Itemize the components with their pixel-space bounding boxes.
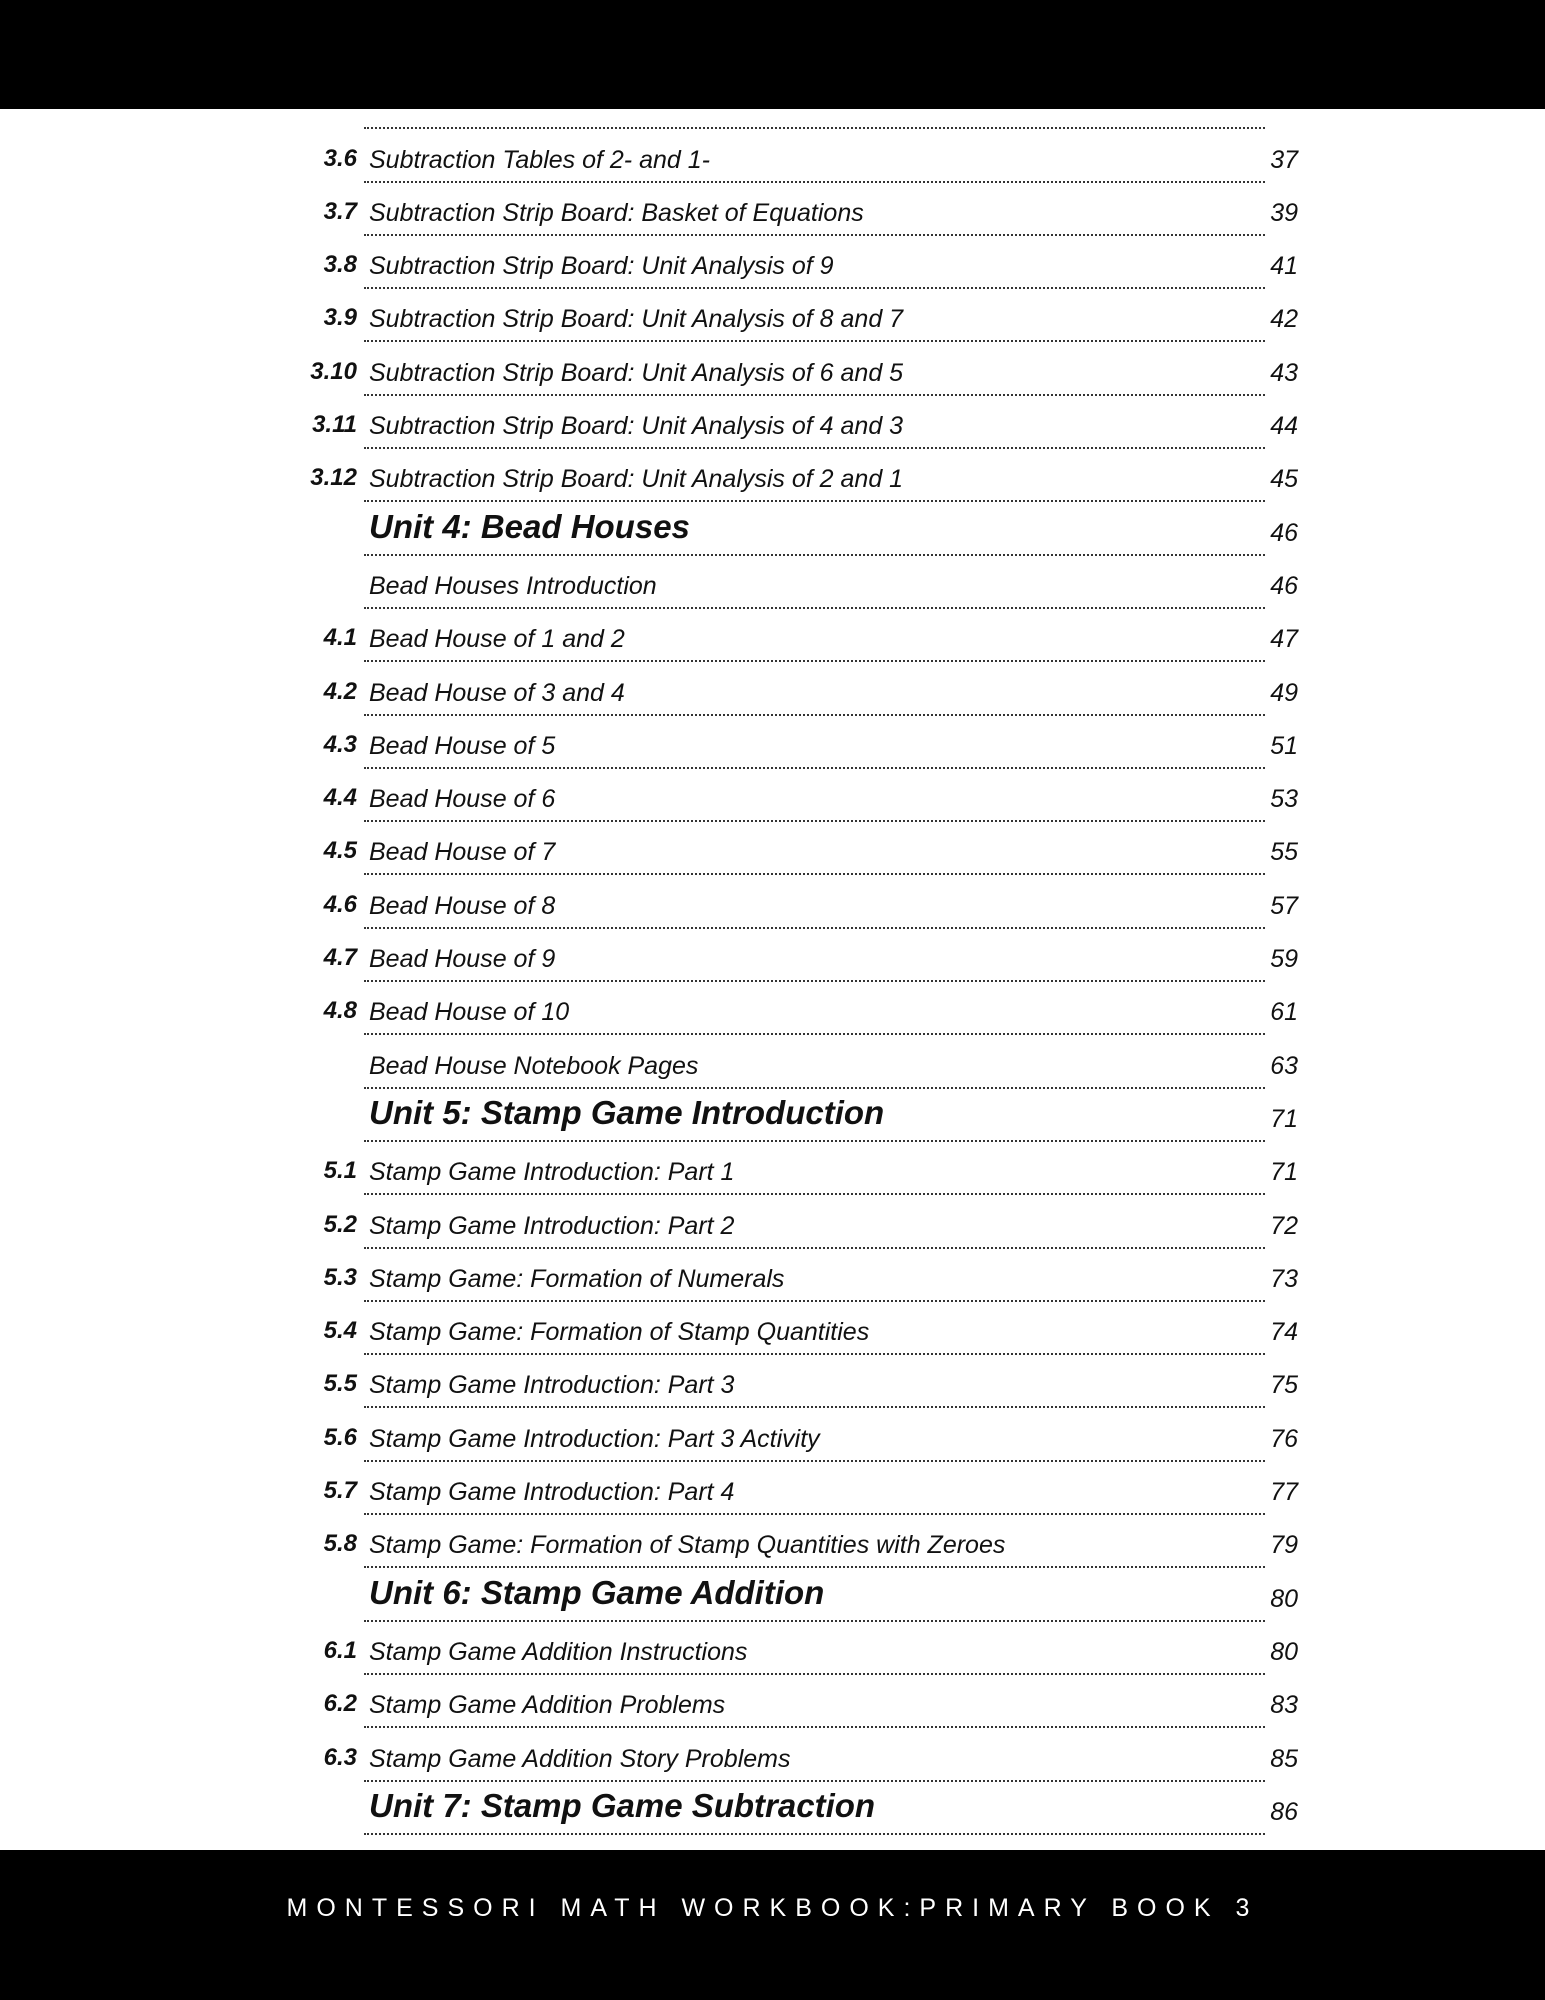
toc-entry xyxy=(0,1142,1545,1195)
toc-entry-number: 3.6 xyxy=(323,144,357,172)
toc-entry-title: Bead Houses Introduction xyxy=(369,571,657,600)
toc-unit-heading xyxy=(0,1782,1545,1835)
toc-page-number: 75 xyxy=(1270,1371,1298,1400)
document-page xyxy=(0,109,1545,1850)
toc-page-number: 41 xyxy=(1270,252,1298,281)
toc-entry xyxy=(0,609,1545,662)
toc-page-number: 77 xyxy=(1270,1478,1298,1507)
toc-unit-heading xyxy=(0,502,1545,555)
toc-page-number: 86 xyxy=(1270,1797,1298,1826)
unit-title: Unit 7: Stamp Game Subtraction xyxy=(369,1786,876,1824)
book-title-footer: MONTESSORI MATH WORKBOOK:PRIMARY BOOK 3 xyxy=(286,1894,1259,1922)
toc-entry-title: Subtraction Strip Board: Unit Analysis of 8 and 7 xyxy=(369,305,904,334)
toc-entry xyxy=(0,396,1545,449)
toc-entry-number: 5.5 xyxy=(323,1370,357,1398)
toc-entry-number: 4.3 xyxy=(323,730,357,758)
toc-entry-number: 4.1 xyxy=(323,624,357,652)
toc-page-number: 57 xyxy=(1270,891,1298,920)
toc-entry-number: 5.4 xyxy=(323,1317,357,1345)
toc-page-number: 83 xyxy=(1270,1691,1298,1720)
toc-entry-number: 4.4 xyxy=(323,784,357,812)
toc-page-number: 79 xyxy=(1270,1531,1298,1560)
toc-entry-number: 3.10 xyxy=(310,357,357,385)
toc-entry-title: Bead House of 1 and 2 xyxy=(369,625,625,654)
toc-entry-title: Subtraction Strip Board: Unit Analysis of 4 and 3 xyxy=(369,412,904,441)
toc-entry xyxy=(0,236,1545,289)
toc-entry-number: 4.6 xyxy=(323,890,357,918)
toc-entry-number: 5.3 xyxy=(323,1263,357,1291)
toc-page-number: 44 xyxy=(1270,412,1298,441)
toc-page-number: 43 xyxy=(1270,358,1298,387)
toc-entry xyxy=(0,1035,1545,1088)
toc-entry-number: 5.7 xyxy=(323,1477,357,1505)
toc-entry-title: Bead House of 7 xyxy=(369,838,556,867)
toc-entry xyxy=(0,1675,1545,1728)
toc-entry xyxy=(0,129,1545,182)
toc-entry-title: Stamp Game Addition Story Problems xyxy=(369,1744,791,1773)
toc-entry-number: 6.3 xyxy=(323,1743,357,1771)
toc-entry-number: 5.2 xyxy=(323,1210,357,1238)
toc-entry-number: 6.2 xyxy=(323,1690,357,1718)
toc-unit-heading xyxy=(0,1568,1545,1621)
toc-entry xyxy=(0,982,1545,1035)
toc-entry xyxy=(0,716,1545,769)
toc-entry-number: 3.12 xyxy=(310,464,357,492)
toc-page-number: 47 xyxy=(1270,625,1298,654)
toc-entry xyxy=(0,1622,1545,1675)
toc-entry xyxy=(0,1302,1545,1355)
toc-page-number: 80 xyxy=(1270,1584,1298,1613)
toc-entry-number: 5.8 xyxy=(323,1530,357,1558)
toc-page-number: 80 xyxy=(1270,1637,1298,1666)
toc-entry-title: Stamp Game Addition Instructions xyxy=(369,1637,748,1666)
toc-page-number: 46 xyxy=(1270,571,1298,600)
toc-entry-title: Bead House of 3 and 4 xyxy=(369,678,625,707)
toc-entry xyxy=(0,556,1545,609)
toc-entry-title: Stamp Game: Formation of Stamp Quantities with Zeroes xyxy=(369,1531,1006,1560)
toc-unit-heading xyxy=(0,1089,1545,1142)
toc-entry-title: Bead House of 9 xyxy=(369,945,556,974)
toc-entry-number: 5.1 xyxy=(323,1157,357,1185)
toc-page-number: 39 xyxy=(1270,198,1298,227)
toc-page-number: 76 xyxy=(1270,1424,1298,1453)
toc-entry xyxy=(0,1408,1545,1461)
toc-entry-title: Stamp Game Introduction: Part 3 xyxy=(369,1371,735,1400)
toc-page-number: 45 xyxy=(1270,465,1298,494)
toc-entry-number: 4.7 xyxy=(323,944,357,972)
toc-page-number: 49 xyxy=(1270,678,1298,707)
toc-entry-title: Stamp Game Introduction: Part 4 xyxy=(369,1478,735,1507)
toc-entry-title: Bead House of 5 xyxy=(369,731,556,760)
toc-entry xyxy=(0,1462,1545,1515)
toc-entry-title: Bead House of 6 xyxy=(369,785,556,814)
toc-page-number: 59 xyxy=(1270,945,1298,974)
toc-entry xyxy=(0,1355,1545,1408)
toc-page-number: 85 xyxy=(1270,1744,1298,1773)
toc-entry-title: Stamp Game Introduction: Part 3 Activity xyxy=(369,1424,820,1453)
toc-entry-title: Bead House of 8 xyxy=(369,891,556,920)
toc-page-number: 51 xyxy=(1270,731,1298,760)
toc-entry-title: Stamp Game: Formation of Numerals xyxy=(369,1264,785,1293)
toc-entry-title: Stamp Game Addition Problems xyxy=(369,1691,726,1720)
toc-page-number: 42 xyxy=(1270,305,1298,334)
toc-entry xyxy=(0,289,1545,342)
toc-page-number: 72 xyxy=(1270,1211,1298,1240)
toc-entry xyxy=(0,1515,1545,1568)
toc-entry-title: Subtraction Strip Board: Basket of Equations xyxy=(369,198,864,227)
toc-page-number: 55 xyxy=(1270,838,1298,867)
toc-entry-number: 5.6 xyxy=(323,1423,357,1451)
toc-entry-title: Subtraction Tables of 2- and 1- xyxy=(369,145,710,174)
toc-entry-title: Stamp Game Introduction: Part 2 xyxy=(369,1211,735,1240)
toc-entry-number: 4.2 xyxy=(323,677,357,705)
toc-entry-number: 3.11 xyxy=(312,411,357,439)
toc-page-number: 61 xyxy=(1270,998,1298,1027)
toc-entry xyxy=(0,183,1545,236)
toc-page-number: 37 xyxy=(1270,145,1298,174)
toc-entry xyxy=(0,449,1545,502)
toc-entry xyxy=(0,1249,1545,1302)
toc-entry xyxy=(0,342,1545,395)
toc-entry-number: 3.7 xyxy=(323,197,357,225)
toc-entry xyxy=(0,822,1545,875)
toc-entry-title: Stamp Game Introduction: Part 1 xyxy=(369,1158,735,1187)
toc-page-number: 71 xyxy=(1270,1158,1298,1187)
toc-entry xyxy=(0,769,1545,822)
toc-entry xyxy=(0,76,1545,129)
toc-entry xyxy=(0,875,1545,928)
toc-entry-number: 4.8 xyxy=(323,997,357,1025)
table-of-contents xyxy=(0,76,1545,1888)
toc-entry xyxy=(0,1195,1545,1248)
toc-entry-title: Subtraction Strip Board: Unit Analysis of 2 and 1 xyxy=(369,465,904,494)
unit-title: Unit 5: Stamp Game Introduction xyxy=(369,1093,885,1131)
toc-entry-number: 6.1 xyxy=(323,1636,357,1664)
toc-entry-title: Stamp Game: Formation of Stamp Quantities xyxy=(369,1318,870,1347)
toc-page-number: 53 xyxy=(1270,785,1298,814)
toc-entry xyxy=(0,1728,1545,1781)
toc-entry-number: 4.5 xyxy=(323,837,357,865)
toc-page-number: 71 xyxy=(1270,1104,1298,1133)
bottom-black-bar xyxy=(0,1850,1545,2000)
toc-entry-title: Bead House Notebook Pages xyxy=(369,1051,699,1080)
toc-page-number: 63 xyxy=(1270,1051,1298,1080)
toc-entry-number: 3.9 xyxy=(323,304,357,332)
toc-page-number: 73 xyxy=(1270,1264,1298,1293)
unit-title: Unit 4: Bead Houses xyxy=(369,507,690,545)
toc-page-number: 74 xyxy=(1270,1318,1298,1347)
toc-entry-title: Bead House of 10 xyxy=(369,998,570,1027)
toc-entry-title: Subtraction Strip Board: Unit Analysis of 6 and 5 xyxy=(369,358,904,387)
unit-title: Unit 6: Stamp Game Addition xyxy=(369,1573,825,1611)
toc-entry-title: Subtraction Strip Board: Unit Analysis of 9 xyxy=(369,252,834,281)
toc-entry xyxy=(0,929,1545,982)
toc-entry-number: 3.8 xyxy=(323,251,357,279)
toc-entry xyxy=(0,662,1545,715)
toc-page-number: 46 xyxy=(1270,518,1298,547)
